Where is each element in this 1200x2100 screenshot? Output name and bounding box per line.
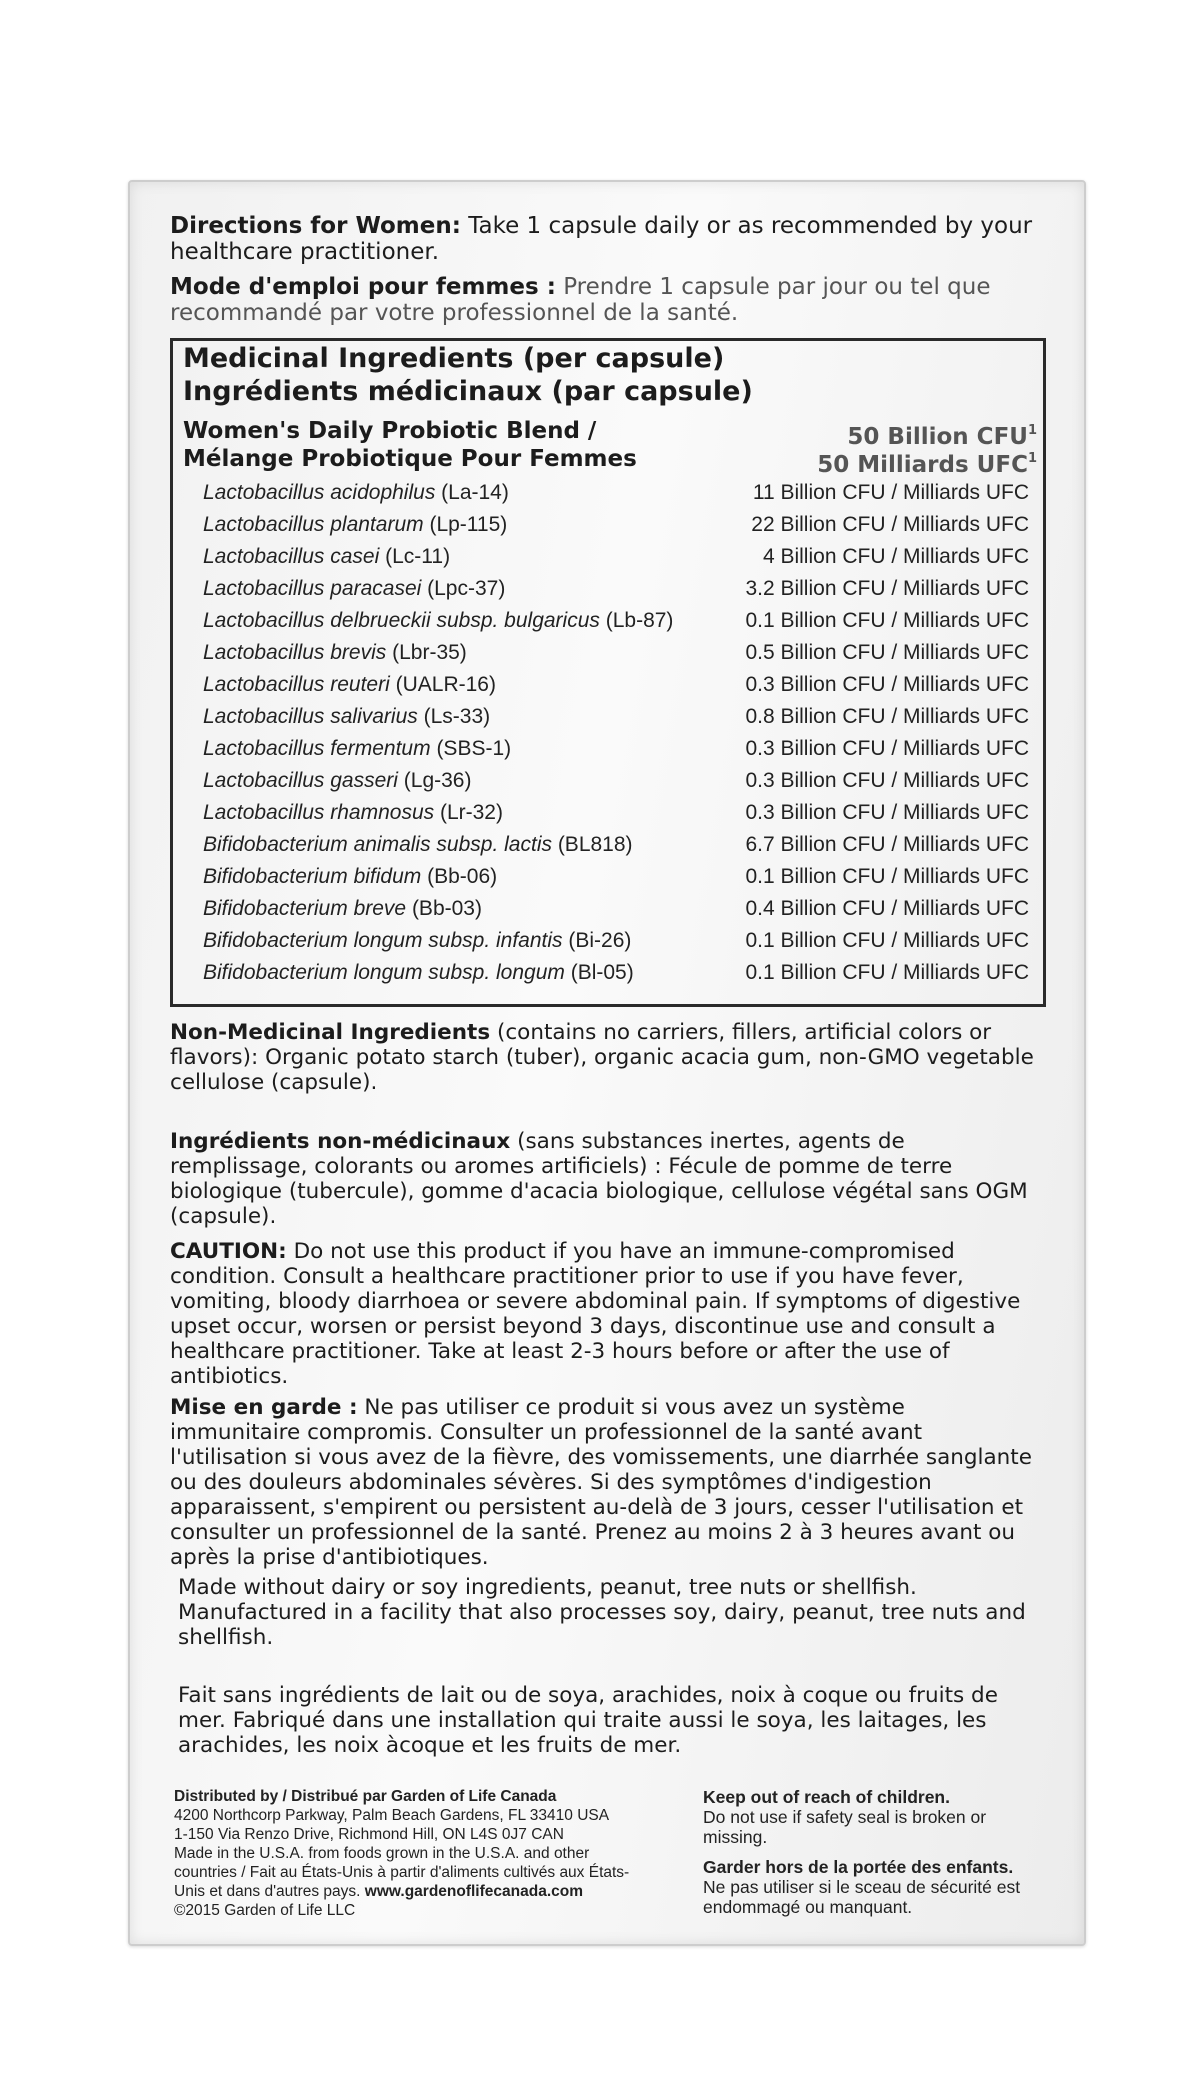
- strain-code: (SBS-1): [430, 737, 512, 760]
- non-medicinal-english-text: (contains no carriers, fillers, artificial colors or flavors): Organic potato starch (tuber), organic acacia gum, non-GMO vegetable cellulose (capsule).: [170, 1020, 1034, 1095]
- strain-amount: 3.2 Billion CFU / Milliards UFC: [745, 577, 1029, 600]
- directions-french: [170, 274, 1034, 326]
- blend-name-french: Mélange Probiotique Pour Femmes: [183, 446, 637, 472]
- strain-code: (Lp-115): [423, 513, 508, 536]
- warning-text-french: Ne pas utiliser si le sceau de sécurité est endommagé ou manquant.: [703, 1877, 1021, 1917]
- made-in-text: Made in the U.S.A. from foods grown in the U.S.A. and other countries / Fait au États-Unis à partir d'aliments cultivés aux États-Unis et dans d'autres pays.: [174, 1845, 630, 1900]
- strain-code: (Lr-32): [434, 801, 503, 824]
- blend-row-french: [183, 445, 1037, 478]
- strain-row: [203, 765, 1029, 797]
- strain-species: Lactobacillus delbrueckii subsp. bulgaricus: [203, 609, 600, 632]
- footnote-mark: 1: [1027, 451, 1037, 466]
- strain-species: Lactobacillus gasseri: [203, 769, 398, 792]
- strain-code: (Lg-36): [397, 769, 472, 792]
- strain-row: [203, 957, 1029, 989]
- strain-row: [203, 829, 1029, 861]
- strain-code: (Ls-33): [417, 705, 491, 728]
- directions-french-text: Prendre 1 capsule par jour ou tel que recommandé par votre professionnel de la santé.: [170, 274, 991, 326]
- ingredients-title-english: Medicinal Ingredients (per capsule): [183, 343, 725, 374]
- directions-english-text: Take 1 capsule daily or as recommended by your healthcare practitioner.: [170, 213, 1033, 265]
- strain-species: Bifidobacterium longum subsp. infantis: [203, 929, 563, 952]
- non-medicinal-english-label: Non-Medicinal Ingredients: [170, 1020, 491, 1045]
- strain-amount: 11 Billion CFU / Milliards UFC: [752, 481, 1029, 504]
- strain-species: Bifidobacterium longum subsp. longum: [203, 961, 565, 984]
- strain-code: (Lbr-35): [386, 641, 467, 664]
- strain-code: (Bl-05): [564, 961, 634, 984]
- strain-row: [203, 477, 1029, 509]
- strain-amount: 0.1 Billion CFU / Milliards UFC: [745, 609, 1029, 632]
- footnote-mark: 1: [1027, 423, 1037, 438]
- blend-row-english: [183, 417, 1037, 450]
- strain-species: Lactobacillus fermentum: [203, 737, 431, 760]
- strain-amount: 0.3 Billion CFU / Milliards UFC: [745, 801, 1029, 824]
- strain-code: (Lpc-37): [421, 577, 506, 600]
- blend-value-french-text: 50 Milliards UFC: [817, 452, 1028, 478]
- copyright: ©2015 Garden of Life LLC: [174, 1902, 356, 1919]
- strain-row: [203, 605, 1029, 637]
- made-in-statement: [174, 1844, 654, 1901]
- strain-row: [203, 637, 1029, 669]
- strain-species: Lactobacillus reuteri: [203, 673, 390, 696]
- directions-english: [170, 213, 1034, 265]
- medicinal-ingredients-table: [170, 338, 1046, 1007]
- strain-row: [203, 925, 1029, 957]
- strain-row: [203, 701, 1029, 733]
- strain-code: (Lc-11): [379, 545, 451, 568]
- strain-row: [203, 509, 1029, 541]
- strain-row: [203, 861, 1029, 893]
- distribution-info: [174, 1787, 654, 1920]
- strain-amount: 4 Billion CFU / Milliards UFC: [762, 545, 1029, 568]
- allergen-statement-french: Fait sans ingrédients de lait ou de soya, arachides, noix à coque ou fruits de mer. Fabriqué dans une installation qui traite aussi le soya, les laitages, les arachides, les noix àcoque et les fruits de mer.: [178, 1683, 998, 1758]
- strain-species: Lactobacillus salivarius: [203, 705, 418, 728]
- strain-code: (Bb-06): [421, 865, 498, 888]
- strain-species: Lactobacillus paracasei: [203, 577, 422, 600]
- directions-english-label: Directions for Women:: [170, 213, 461, 239]
- strain-row: [203, 797, 1029, 829]
- strain-amount: 22 Billion CFU / Milliards UFC: [751, 513, 1029, 536]
- ingredients-title-french: Ingrédients médicinaux (par capsule): [183, 376, 753, 407]
- non-medicinal-french: [170, 1129, 1040, 1229]
- strain-species: Bifidobacterium bifidum: [203, 865, 422, 888]
- warning-title-english: Keep out of reach of children.: [703, 1787, 950, 1807]
- strain-code: (BL818): [551, 833, 633, 856]
- non-medicinal-french-label: Ingrédients non-médicinaux: [170, 1129, 511, 1154]
- strain-amount: 0.3 Billion CFU / Milliards UFC: [745, 737, 1029, 760]
- strain-species: Lactobacillus acidophilus: [203, 481, 436, 504]
- address-usa: 4200 Northcorp Parkway, Palm Beach Gardens, FL 33410 USA: [174, 1807, 610, 1824]
- strain-species: Lactobacillus brevis: [203, 641, 387, 664]
- non-medicinal-english: [170, 1020, 1040, 1095]
- strain-code: (UALR-16): [389, 673, 496, 696]
- strain-code: (Bi-26): [562, 929, 632, 952]
- strain-amount: 0.3 Billion CFU / Milliards UFC: [745, 769, 1029, 792]
- strain-amount: 0.3 Billion CFU / Milliards UFC: [745, 673, 1029, 696]
- distributor-label: Distributed by / Distribué par Garden of Life Canada: [174, 1788, 557, 1805]
- strain-code: (Lb-87): [599, 609, 674, 632]
- caution-english: [170, 1239, 1040, 1389]
- label-panel: [128, 180, 1086, 1946]
- safety-warnings: [703, 1787, 1043, 1917]
- directions-french-label: Mode d'emploi pour femmes :: [170, 274, 556, 300]
- strain-species: Bifidobacterium breve: [203, 897, 407, 920]
- strain-species: Bifidobacterium animalis subsp. lactis: [203, 833, 552, 856]
- blend-name-english: Women's Daily Probiotic Blend /: [183, 418, 597, 444]
- caution-french: [170, 1395, 1040, 1570]
- non-medicinal-french-text: (sans substances inertes, agents de remplissage, colorants ou aromes artificiels) : Fécule de pomme de terre biologique (tubercule), gomme d'acacia biologique, cellulose végétal sans OGM (capsule).: [170, 1129, 1028, 1229]
- strain-amount: 0.1 Billion CFU / Milliards UFC: [745, 865, 1029, 888]
- caution-french-label: Mise en garde :: [170, 1395, 358, 1420]
- blend-value-french: [817, 445, 1037, 479]
- strain-code: (La-14): [435, 481, 509, 504]
- strain-amount: 0.8 Billion CFU / Milliards UFC: [745, 705, 1029, 728]
- strain-species: Lactobacillus casei: [203, 545, 380, 568]
- strain-row: [203, 541, 1029, 573]
- strain-amount: 0.4 Billion CFU / Milliards UFC: [745, 897, 1029, 920]
- caution-french-text: Ne pas utiliser ce produit si vous avez un système immunitaire compromis. Consulter un professionnel de la santé avant l'utilisation si vous avez de la fièvre, des vomissements, une diarrhée sanglante ou des douleurs abdominales sévères. Si des symptômes d'indigestion apparaissent, s'empirent ou persistent au-delà de 3 jours, cesser l'utilisation et consulter un professionnel de la santé. Prenez au moins 2 à 3 heures avant ou après la prise d'antibiotiques.: [170, 1395, 1032, 1570]
- caution-english-text: Do not use this product if you have an immune-compromised condition. Consult a healthcare practitioner prior to use if you have fever, vomiting, bloody diarrhoea or severe abdominal pain. If symptoms of digestive upset occur, worsen or persist beyond 3 days, discontinue use and consult a healthcare practitioner. Take at least 2-3 hours before or after the use of antibiotics.: [170, 1239, 1021, 1389]
- strain-amount: 0.5 Billion CFU / Milliards UFC: [745, 641, 1029, 664]
- blend-value-english-text: 50 Billion CFU: [847, 424, 1028, 450]
- strain-amount: 0.1 Billion CFU / Milliards UFC: [745, 929, 1029, 952]
- caution-english-label: CAUTION:: [170, 1239, 287, 1264]
- strain-row: [203, 573, 1029, 605]
- strain-row: [203, 733, 1029, 765]
- strain-row: [203, 669, 1029, 701]
- website-link[interactable]: www.gardenoflifecanada.com: [364, 1883, 583, 1900]
- allergen-statement-english: Made without dairy or soy ingredients, peanut, tree nuts or shellfish. Manufactured in a facility that also processes soy, dairy, peanut, tree nuts and shellfish.: [178, 1575, 1026, 1650]
- strain-amount: 0.1 Billion CFU / Milliards UFC: [745, 961, 1029, 984]
- strain-list: [203, 477, 1029, 989]
- strain-species: Lactobacillus rhamnosus: [203, 801, 435, 824]
- strain-row: [203, 893, 1029, 925]
- strain-species: Lactobacillus plantarum: [203, 513, 424, 536]
- warning-title-french: Garder hors de la portée des enfants.: [703, 1857, 1014, 1877]
- warning-text-english: Do not use if safety seal is broken or missing.: [703, 1807, 987, 1847]
- strain-code: (Bb-03): [406, 897, 482, 920]
- address-canada: 1-150 Via Renzo Drive, Richmond Hill, ON L4S 0J7 CAN: [174, 1826, 564, 1843]
- strain-amount: 6.7 Billion CFU / Milliards UFC: [745, 833, 1029, 856]
